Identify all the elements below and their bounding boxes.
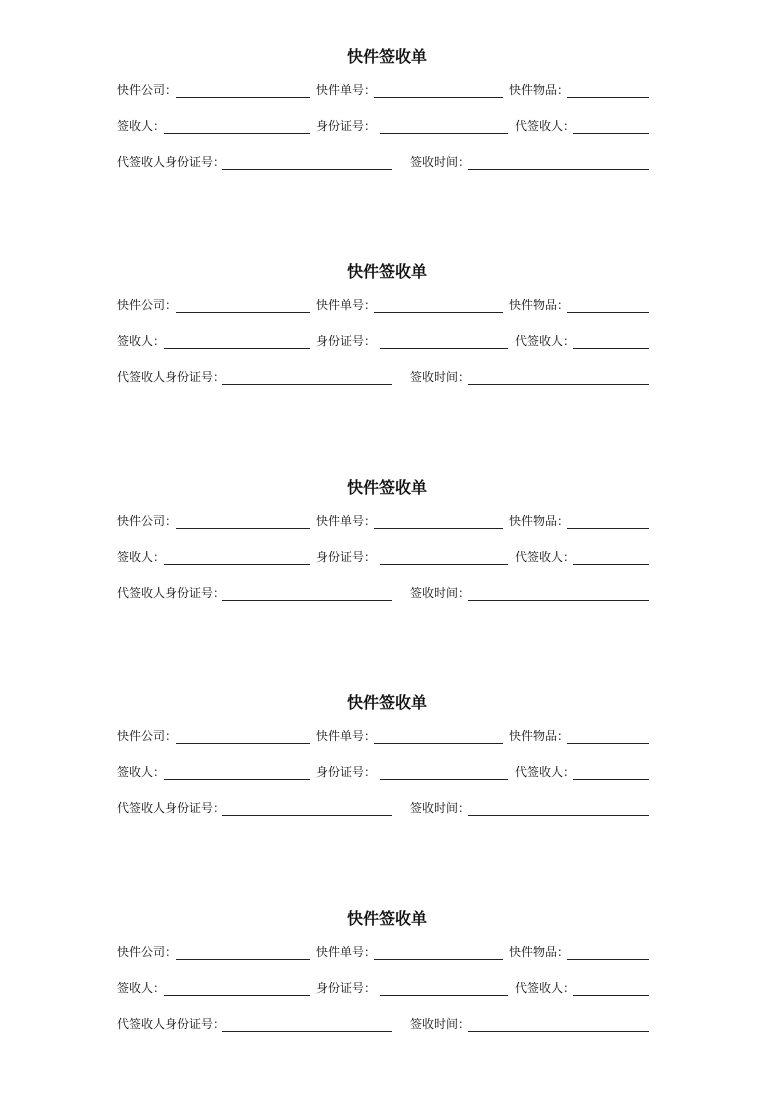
proxy-recipient-label: 代签收人： <box>515 334 576 348</box>
proxy-id-number-field[interactable] <box>222 1031 392 1032</box>
proxy-id-number-label: 代签收人身份证号： <box>117 370 226 384</box>
id-number-label: 身份证号： <box>316 119 377 133</box>
id-number-label: 身份证号： <box>316 550 377 564</box>
recipient-label: 签收人： <box>117 334 166 348</box>
form-row-2 <box>0 118 774 136</box>
courier-company-field[interactable] <box>176 959 310 960</box>
receipt-form <box>0 475 774 655</box>
tracking-number-field[interactable] <box>374 97 503 98</box>
id-number-field[interactable] <box>380 995 508 996</box>
proxy-recipient-field[interactable] <box>573 348 649 349</box>
form-row-3 <box>0 1016 774 1034</box>
item-label: 快件物品： <box>509 945 570 959</box>
sign-time-field[interactable] <box>468 169 649 170</box>
form-row-1 <box>0 513 774 531</box>
item-field[interactable] <box>567 959 649 960</box>
courier-company-field[interactable] <box>176 97 310 98</box>
recipient-label: 签收人： <box>117 981 166 995</box>
sign-time-field[interactable] <box>468 384 649 385</box>
receipt-form <box>0 44 774 224</box>
item-label: 快件物品： <box>509 729 570 743</box>
recipient-field[interactable] <box>164 779 310 780</box>
proxy-recipient-field[interactable] <box>573 564 649 565</box>
courier-company-field[interactable] <box>176 528 310 529</box>
item-field[interactable] <box>567 312 649 313</box>
proxy-id-number-label: 代签收人身份证号： <box>117 586 226 600</box>
tracking-number-field[interactable] <box>374 959 503 960</box>
proxy-id-number-label: 代签收人身份证号： <box>117 1017 226 1031</box>
proxy-recipient-label: 代签收人： <box>515 550 576 564</box>
courier-company-label: 快件公司： <box>117 514 178 528</box>
tracking-number-label: 快件单号： <box>316 945 377 959</box>
tracking-number-label: 快件单号： <box>316 83 377 97</box>
form-title: 快件签收单 <box>346 47 427 66</box>
id-number-field[interactable] <box>380 133 508 134</box>
item-label: 快件物品： <box>509 83 570 97</box>
form-title: 快件签收单 <box>346 693 427 712</box>
courier-company-label: 快件公司： <box>117 298 178 312</box>
receipt-form <box>0 906 774 1086</box>
courier-company-label: 快件公司： <box>117 83 178 97</box>
tracking-number-label: 快件单号： <box>316 298 377 312</box>
id-number-label: 身份证号： <box>316 334 377 348</box>
proxy-recipient-label: 代签收人： <box>515 981 576 995</box>
proxy-recipient-field[interactable] <box>573 995 649 996</box>
form-row-2 <box>0 764 774 782</box>
item-label: 快件物品： <box>509 514 570 528</box>
recipient-field[interactable] <box>164 995 310 996</box>
form-row-3 <box>0 369 774 387</box>
proxy-recipient-field[interactable] <box>573 779 649 780</box>
proxy-id-number-field[interactable] <box>222 815 392 816</box>
id-number-label: 身份证号： <box>316 765 377 779</box>
receipt-form <box>0 690 774 870</box>
proxy-recipient-label: 代签收人： <box>515 119 576 133</box>
form-row-2 <box>0 980 774 998</box>
proxy-id-number-field[interactable] <box>222 384 392 385</box>
item-field[interactable] <box>567 743 649 744</box>
tracking-number-field[interactable] <box>374 312 503 313</box>
form-row-1 <box>0 82 774 100</box>
sign-time-field[interactable] <box>468 1031 649 1032</box>
proxy-id-number-field[interactable] <box>222 169 392 170</box>
form-title: 快件签收单 <box>346 478 427 497</box>
form-row-1 <box>0 944 774 962</box>
item-field[interactable] <box>567 528 649 529</box>
recipient-label: 签收人： <box>117 119 166 133</box>
recipient-label: 签收人： <box>117 550 166 564</box>
tracking-number-field[interactable] <box>374 528 503 529</box>
sign-time-field[interactable] <box>468 815 649 816</box>
proxy-recipient-label: 代签收人： <box>515 765 576 779</box>
receipt-form <box>0 259 774 439</box>
proxy-id-number-label: 代签收人身份证号： <box>117 801 226 815</box>
form-title: 快件签收单 <box>346 909 427 928</box>
item-label: 快件物品： <box>509 298 570 312</box>
form-row-3 <box>0 800 774 818</box>
tracking-number-label: 快件单号： <box>316 729 377 743</box>
courier-company-label: 快件公司： <box>117 945 178 959</box>
sign-time-label: 签收时间： <box>410 155 471 169</box>
sign-time-label: 签收时间： <box>410 586 471 600</box>
item-field[interactable] <box>567 97 649 98</box>
courier-company-field[interactable] <box>176 312 310 313</box>
id-number-field[interactable] <box>380 564 508 565</box>
sign-time-label: 签收时间： <box>410 370 471 384</box>
id-number-field[interactable] <box>380 348 508 349</box>
sign-time-label: 签收时间： <box>410 1017 471 1031</box>
form-title: 快件签收单 <box>346 262 427 281</box>
form-row-1 <box>0 728 774 746</box>
form-row-3 <box>0 154 774 172</box>
tracking-number-field[interactable] <box>374 743 503 744</box>
form-row-3 <box>0 585 774 603</box>
proxy-id-number-label: 代签收人身份证号： <box>117 155 226 169</box>
form-row-2 <box>0 333 774 351</box>
courier-company-field[interactable] <box>176 743 310 744</box>
recipient-label: 签收人： <box>117 765 166 779</box>
recipient-field[interactable] <box>164 564 310 565</box>
id-number-field[interactable] <box>380 779 508 780</box>
recipient-field[interactable] <box>164 133 310 134</box>
proxy-id-number-field[interactable] <box>222 600 392 601</box>
tracking-number-label: 快件单号： <box>316 514 377 528</box>
form-row-2 <box>0 549 774 567</box>
recipient-field[interactable] <box>164 348 310 349</box>
sign-time-label: 签收时间： <box>410 801 471 815</box>
sign-time-field[interactable] <box>468 600 649 601</box>
proxy-recipient-field[interactable] <box>573 133 649 134</box>
courier-company-label: 快件公司： <box>117 729 178 743</box>
id-number-label: 身份证号： <box>316 981 377 995</box>
form-row-1 <box>0 297 774 315</box>
